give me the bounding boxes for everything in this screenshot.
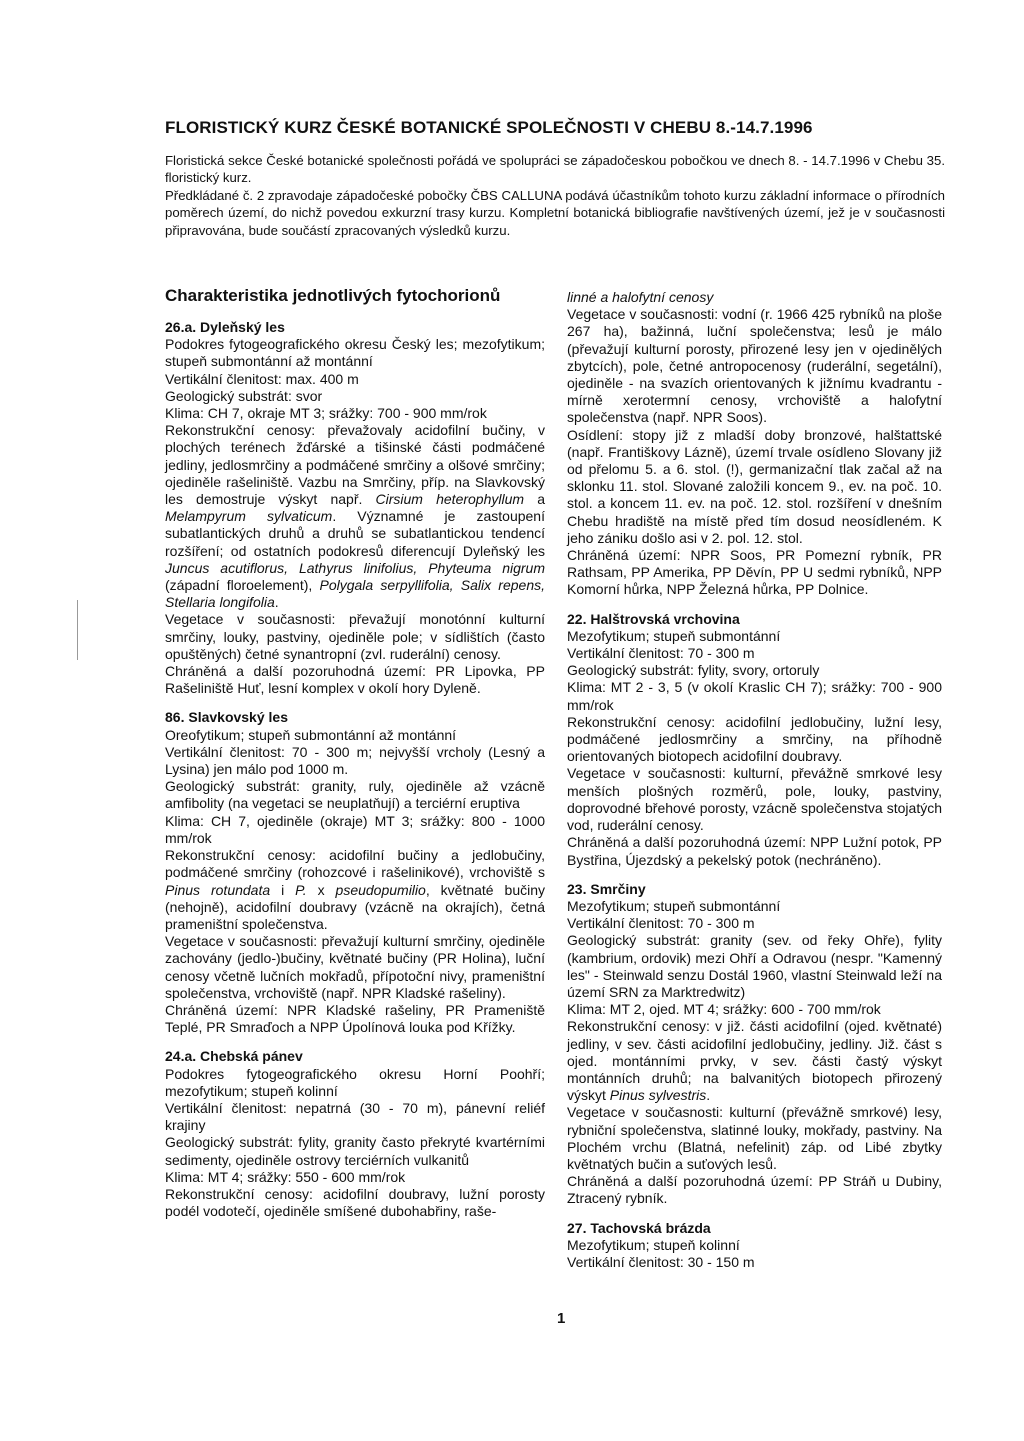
text-line: Klima: MT 2 - 3, 5 (v okolí Kraslic CH 7); srážky: 700 - 900 mm/rok bbox=[567, 679, 942, 713]
text-line: Geologický substrát: svor bbox=[165, 387, 323, 404]
text-line: Geologický substrát: granity (sev. od řeky Ohře), fylity (kambrium, ordovik) mezi Ohří a Odravou (nespr. "Kamenný les" - Steinwald senzu Dostál 1960, vlastní Steinwald leží na území SRN za Marktredwitz) bbox=[567, 932, 942, 1000]
section-title: 26.a. Dyleňský les bbox=[165, 319, 285, 335]
species-name: Juncus acutiflorus, Lathyrus linifolius, Phyteuma nigrum bbox=[165, 559, 545, 576]
protected-areas-paragraph: Chráněná a další pozoruhodná území: PP Stráň u Dubiny, Ztracený rybník. bbox=[567, 1173, 942, 1207]
text-span: Rekonstrukční cenosy: v již. části acidofilní (ojed. květnaté) jedliny, v sev. části acidofilní jedlobučiny, jedliny. Již. část s ojed. montánními prvky, v sev. části častý výskyt montánních druhů; na balvanitých biotopech přirozený výskyt bbox=[567, 1018, 942, 1104]
section-dylensky-les bbox=[165, 319, 545, 697]
text-line: Geologický substrát: fylity, granity často překryté kvartérními sedimenty, ojediněle ostrovy terciérních vulkanitů bbox=[165, 1134, 545, 1168]
species-name: Melampyrum sylvaticum bbox=[165, 508, 333, 525]
vegetation-paragraph: Vegetace v současnosti: kulturní, převážně smrkové lesy menších plošných rozměrů, pole, louky, pastviny, doprovodné břehové porosty, vzácně společenstva stojatých vod, ruderální cenosy. bbox=[567, 765, 942, 834]
reconstruction-paragraph bbox=[165, 847, 545, 933]
page-title: FLORISTICKÝ KURZ ČESKÉ BOTANICKÉ SPOLEČNOSTI V CHEBU 8.-14.7.1996 bbox=[165, 118, 813, 137]
vegetation-paragraph: Vegetace v současnosti: kulturní (převážně smrkové) lesy, rybniční společenstva, slatinné louky, mokřady, pastviny. Na Plochém vrchu (Blatná, nefelinit) záp. od Libé zbytky květnatých bučin a suťových lesů. bbox=[567, 1104, 942, 1172]
protected-areas-paragraph: Chráněná území: NPR Soos, PR Pomezní rybník, PR Rathsam, PP Amerika, PP Děvín, PP U sedmi rybníků, NPP Komorní hůrka, NPP Železná hůrka, PP Dolnice. bbox=[567, 547, 942, 598]
text-span: . bbox=[274, 594, 279, 611]
left-column bbox=[165, 286, 545, 1232]
text-line: Vertikální členitost: nepatrná (30 - 70 m), pánevní reliéf krajiny bbox=[165, 1099, 545, 1134]
text-line: Klima: MT 4; srážky: 550 - 600 mm/rok bbox=[165, 1168, 406, 1185]
text-span: x bbox=[306, 881, 336, 898]
vegetation-paragraph: Vegetace v současnosti: vodní (r. 1966 425 rybníků na ploše 267 ha), bažinná, luční společenstva; lesů je málo (převažují kulturní porosty, přirozené lesy jen v ojedinělých zbytcích), pole, četné antropocenosy (ruderální, segetální), ojediněle - na svazích orientovaných k jižnímu kvadrantu - mírně xerotermní cenosy, vrchoviště a halofytní společenstva (např. NPR Soos). bbox=[567, 306, 942, 426]
reconstruction-paragraph bbox=[567, 1018, 942, 1104]
text-span: a bbox=[524, 491, 545, 508]
text-line: Podokres fytogeografického okresu Horní Poohří; mezofytikum; stupeň kolinní bbox=[165, 1065, 545, 1099]
text-line: Podokres fytogeografického okresu Český les; mezofytikum; stupeň submontánní až montánní bbox=[165, 336, 545, 370]
vegetation-paragraph: Vegetace v současnosti: převažují kulturní smrčiny, ojediněle zachovány (jedlo-)bučiny, květnaté bučiny (PR Holina), luční cenosy včetně lučních mokřadů, přípotoční nivy, prameništní společenstva, vrchoviště (např. NPR Kladské rašeliny). bbox=[165, 933, 545, 1001]
species-name: Cirsium heterophyllum bbox=[375, 491, 525, 508]
section-smrciny bbox=[567, 881, 942, 1208]
text-line: Vertikální členitost: max. 400 m bbox=[165, 370, 359, 387]
text-span: i bbox=[270, 881, 296, 898]
text-line: Mezofytikum; stupeň submontánní bbox=[567, 627, 781, 644]
vegetation-paragraph: Vegetace v současnosti: převažují monotónní kulturní smrčiny, louky, pastviny, ojediněle pole; v sídlištích (často opuštěných) četné synantropní (zvl. ruderální) cenosy. bbox=[165, 611, 545, 662]
continued-text bbox=[567, 289, 942, 306]
section-slavkovsky-les bbox=[165, 709, 545, 1036]
species-name: pseudopumilio bbox=[335, 881, 426, 898]
text-line: Geologický substrát: granity, ruly, ojediněle až vzácně amfibolity (na vegetaci se neuplatňují) a terciérní eruptiva bbox=[165, 778, 545, 812]
scan-edge-mark bbox=[77, 600, 78, 660]
section-chebska-panev-continued bbox=[567, 289, 942, 599]
settlement-paragraph: Osídlení: stopy již z mladší doby bronzové, halštattské (např. Františkovy Lázně), území trvale osídleno Slovany již od přelomu 5. a 6. stol. (!), germanizační tlak začal až na sklonku 11. stol. Slované založili koncem 9., ev. na poč. 10. stol. a koncem 11. ev. na poč. 12. stol. rozšíření v dnešním Chebu hradiště na místě před tím dosud neosídleném. K jeho zániku došlo asi v 2. pol. 12. stol. bbox=[567, 426, 942, 546]
text-line: Vertikální členitost: 30 - 150 m bbox=[567, 1253, 755, 1270]
text-line: Mezofytikum; stupeň submontánní bbox=[567, 897, 781, 914]
text-line: Vertikální členitost: 70 - 300 m bbox=[567, 915, 755, 932]
species-name: Pinus rotundata bbox=[165, 881, 271, 898]
intro-block bbox=[165, 152, 945, 239]
protected-areas-paragraph: Chráněná území: NPR Kladské rašeliny, PR Prameniště Teplé, PR Smraďoch a NPP Úpolínová louka pod Křížky. bbox=[165, 1001, 545, 1036]
text-line: Vertikální členitost: 70 - 300 m bbox=[567, 645, 755, 662]
section-title: 27. Tachovská brázda bbox=[567, 1219, 711, 1236]
species-name: Pinus sylvestris bbox=[609, 1087, 707, 1104]
section-title: 22. Halštrovská vrchovina bbox=[567, 610, 740, 627]
section-title: 23. Smrčiny bbox=[567, 880, 646, 897]
text-line: Klima: CH 7, ojediněle (okraje) MT 3; srážky: 800 - 1000 mm/rok bbox=[165, 812, 545, 846]
section-heading: Charakteristika jednotlivých fytochorionů bbox=[165, 286, 501, 305]
right-column bbox=[567, 289, 942, 1283]
text-span: , květnaté bučiny (nehojně), acidofilní doubravy (vzácně na okrajích), četná prameništní společenstva. bbox=[165, 881, 546, 932]
reconstruction-paragraph: Rekonstrukční cenosy: acidofilní jedlobučiny, lužní lesy, podmáčené jedlosmrčiny a smrčiny, na příhodně orientovaných biotopech acidofilní doubravy. bbox=[567, 713, 942, 765]
protected-areas-paragraph: Chráněná a další pozoruhodná území: PR Lipovka, PP Rašeliniště Huť, lesní komplex v okolí hory Dyleně. bbox=[165, 663, 545, 697]
text-line: Vertikální členitost: 70 - 300 m; nejvyšší vrcholy (Lesný a Lysina) jen málo pod 1000 m. bbox=[165, 743, 545, 778]
protected-areas-paragraph: Chráněná a další pozoruhodná území: NPP Lužní potok, PP Bystřina, Újezdský a pekelský potok (nechráněno). bbox=[567, 834, 942, 868]
section-halstrovska-vrchovina bbox=[567, 611, 942, 869]
section-title: 86. Slavkovský les bbox=[165, 709, 288, 726]
text-line: Klima: CH 7, okraje MT 3; srážky: 700 - 900 mm/rok bbox=[165, 405, 487, 422]
species-name: Polygala serpyllifolia, Salix repens, Stellaria longifolia bbox=[165, 577, 545, 611]
text-line: Mezofytikum; stupeň kolinní bbox=[567, 1236, 740, 1253]
section-tachovska-brazda bbox=[567, 1220, 942, 1272]
text-span: . bbox=[706, 1087, 711, 1104]
text-span: Rekonstrukční cenosy: převažovaly acidofilní bučiny, v plochých terénech žďárské a tišinské části podmáčené jedliny, jedlosmrčiny a podmáčené smrčiny a olšové smrčiny; ojediněle rašeliniště. Vazbu na Smrčiny, příp. na Slavkovský les demostruje výskyt např. bbox=[165, 422, 545, 508]
text-span: Rekonstrukční cenosy: acidofilní bučiny a jedlobučiny, podmáčené smrčiny (rohozcové i rašelinikové), vrchoviště s bbox=[165, 847, 545, 881]
text-span: linné a halofytní cenosy bbox=[567, 289, 714, 305]
text-span: (západní floroelement), bbox=[165, 577, 320, 594]
intro-paragraph-1: Floristická sekce České botanické společnosti pořádá ve spolupráci se západočeskou pobočkou ve dnech 8. - 14.7.1996 v Chebu 35. floristický kurz. bbox=[165, 153, 945, 186]
section-chebska-panev bbox=[165, 1048, 545, 1220]
text-line: Rekonstrukční cenosy: acidofilní doubravy, lužní porosty podél vodotečí, ojediněle smíšené dubohabřiny, raše- bbox=[165, 1185, 545, 1220]
text-line: Oreofytikum; stupeň submontánní až montánní bbox=[165, 726, 457, 743]
species-name: P. bbox=[295, 881, 307, 898]
text-line: Geologický substrát: fylity, svory, ortoruly bbox=[567, 662, 820, 679]
reconstruction-paragraph bbox=[165, 422, 545, 611]
page-number: 1 bbox=[557, 1310, 566, 1327]
text-line: Klima: MT 2, ojed. MT 4; srážky: 600 - 700 mm/rok bbox=[567, 1001, 881, 1018]
section-title: 24.a. Chebská pánev bbox=[165, 1048, 303, 1065]
text-span: . Významné je zastoupení subatlantických druhů a druhů se subatlantickou tendencí rozšíření; od ostatních podokresů diferencují Dyleňský les bbox=[165, 508, 545, 559]
intro-paragraph-2: Předkládané č. 2 zpravodaje západočeské pobočky ČBS CALLUNA podává účastníkům tohoto kurzu základní informace o přírodních poměrech území, do nichž povedou exkurzní trasy kurzu. Kompletní botanická bibliografie navštívených území, jež je v současnosti připravována, bude součástí zpracovaných výsledků kurzu. bbox=[165, 187, 945, 238]
